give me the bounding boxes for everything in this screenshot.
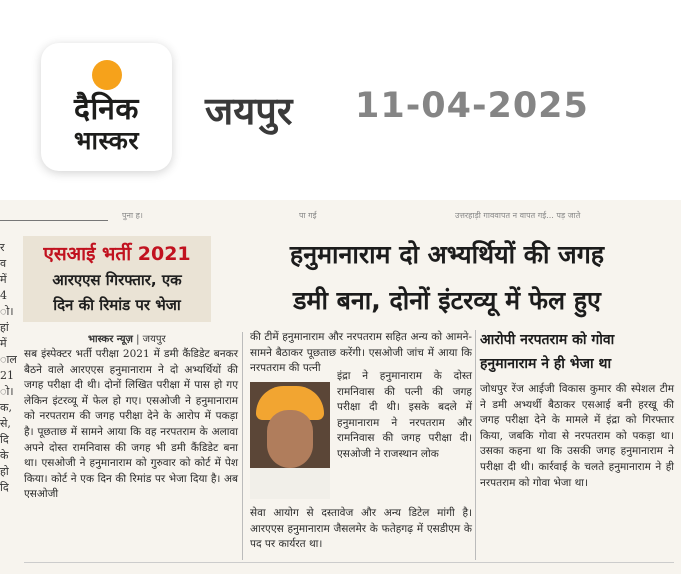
headline-line-1: हनुमानाराम दो अभ्यर्थियों की जगह [289, 240, 605, 269]
byline-source: भास्कर न्यूज़ [88, 334, 133, 345]
kicker-subtitle-2: दिन की रिमांड पर भेजा [53, 296, 181, 314]
edge-fragment: ो। [0, 305, 14, 318]
edge-fragment: से, [0, 417, 11, 430]
edge-fragment: दि [0, 433, 9, 446]
sun-icon [92, 60, 122, 90]
previous-article-strip [0, 210, 681, 224]
edge-fragment: में [0, 273, 7, 286]
face-shape [267, 410, 313, 468]
article-column-2-beside-photo [337, 369, 472, 463]
edge-fragment: 4 [0, 289, 7, 302]
edge-fragment: क, [0, 401, 12, 414]
body-text: इंद्रा ने हनुमानाराम के दोस्त रामनिवास की पत्नी की जगह परीक्षा दी थी। इसके बदले में हनुमानाराम ने नरपतराम और रामनिवास की जगह परीक्षा दी। एसओजी ने राजस्थान लोक [337, 370, 472, 460]
kicker-subtitle-1: आरएएस गिरफ्तार, एक [52, 271, 182, 289]
edge-fragment: व [0, 257, 7, 270]
side-story-heading: आरोपी नरपतराम को गोवा हनुमानाराम ने ही भेजा था [480, 332, 615, 372]
strip-text-3: उत्तरहाड़ी गाववापत न वापत गई... पड़ जाते [455, 211, 581, 220]
shirt-shape [250, 468, 330, 499]
logo-text-top: दैनिक [74, 92, 139, 127]
edge-fragment: हो [0, 465, 9, 478]
side-story-body [480, 382, 674, 491]
adjacent-column-edge [0, 240, 17, 560]
edge-fragment: ो। [0, 385, 14, 398]
page-bottom-rule [24, 562, 674, 563]
byline-city: जयपुर [142, 334, 166, 345]
edition-city: जयपुर [205, 89, 293, 133]
edge-fragment: के [0, 449, 9, 462]
article-headline [222, 232, 672, 324]
body-text: की टीमें हनुमानाराम और नरपतराम सहित अन्य को आमने-सामने बैठाकर पूछताछ करेंगी। एसओजी जांच में आया कि नरपतराम की पत्नी [250, 331, 472, 375]
logo-text-bottom: भास्कर [73, 126, 140, 155]
edge-fragment: दि [0, 481, 9, 494]
edge-fragment: र [0, 241, 5, 254]
byline: भास्कर न्यूज़ | जयपुर [88, 334, 166, 345]
article-column-2-bottom [250, 506, 472, 553]
edge-fragment: ाल [0, 353, 17, 366]
accused-photo [250, 382, 330, 499]
body-text: सेवा आयोग से दस्तावेज और अन्य डिटेल मांगी है। आरएएस हनुमानाराम जैसलमेर के फतेहगढ़ में एसडीएम के पद पर कार्यरत था। [250, 507, 472, 551]
kicker-title: एसआई भर्ती 2021 [43, 243, 191, 265]
article-column-1 [24, 347, 238, 503]
kicker-box [23, 236, 211, 322]
strip-text-2: पा गई [299, 211, 317, 220]
edge-fragment: हां [0, 321, 9, 334]
dainik-bhaskar-logo[interactable] [41, 43, 172, 171]
edition-date: 11-04-2025 [355, 86, 589, 126]
headline-line-2: डमी बना, दोनों इंटरव्यू में फेल हुए [293, 286, 601, 315]
edge-fragment: 21 [0, 369, 14, 382]
edge-fragment: में [0, 337, 7, 350]
column-divider [475, 330, 476, 560]
strip-text-1: पुना ह। [122, 211, 143, 220]
body-text: सब इंस्पेक्टर भर्ती परीक्षा 2021 में डमी कैंडिडेट बनकर बैठने वाले आरएएस हनुमानाराम ने दो अभ्यर्थियों की जगह परीक्षा दी थी। दोनों लिखित परीक्षा में पास हो गए लेकिन इंटरव्यू में फेल हो गए। एसओजी ने हनुमानाराम को नरपतराम की जगह परीक्षा देने के आरोप में पकड़ा है। पूछताछ में सामने आया कि वह नरपतराम के अलावा अपने दोस्त रामनिवास की जगह भी डमी कैंडिडेट बना था। एसओजी ने हनुमानाराम को गुरुवार को कोर्ट में पेश किया। कोर्ट ने एक दिन की रिमांड पर भेजा दिया है। अब एसओजी [24, 348, 238, 501]
app-header [0, 0, 681, 200]
strip-divider [0, 220, 108, 221]
body-text: जोधपुर रेंज आईजी विकास कुमार की स्पेशल टीम ने डमी अभ्यर्थी बैठाकर एसआई बनी हरखू की जगह परीक्षा देने के मामले में इंद्रा को गिरफ्तार किया, जबकि गोवा से नरपतराम को पकड़ा था। उसका कहना था कि उसकी जगह हनुमानाराम ने परीक्षा दी थी। कार्रवाई के चलते हनुमानाराम ने ही नरपतराम को गोवा भेजा था। [480, 383, 674, 489]
column-divider [242, 332, 243, 560]
